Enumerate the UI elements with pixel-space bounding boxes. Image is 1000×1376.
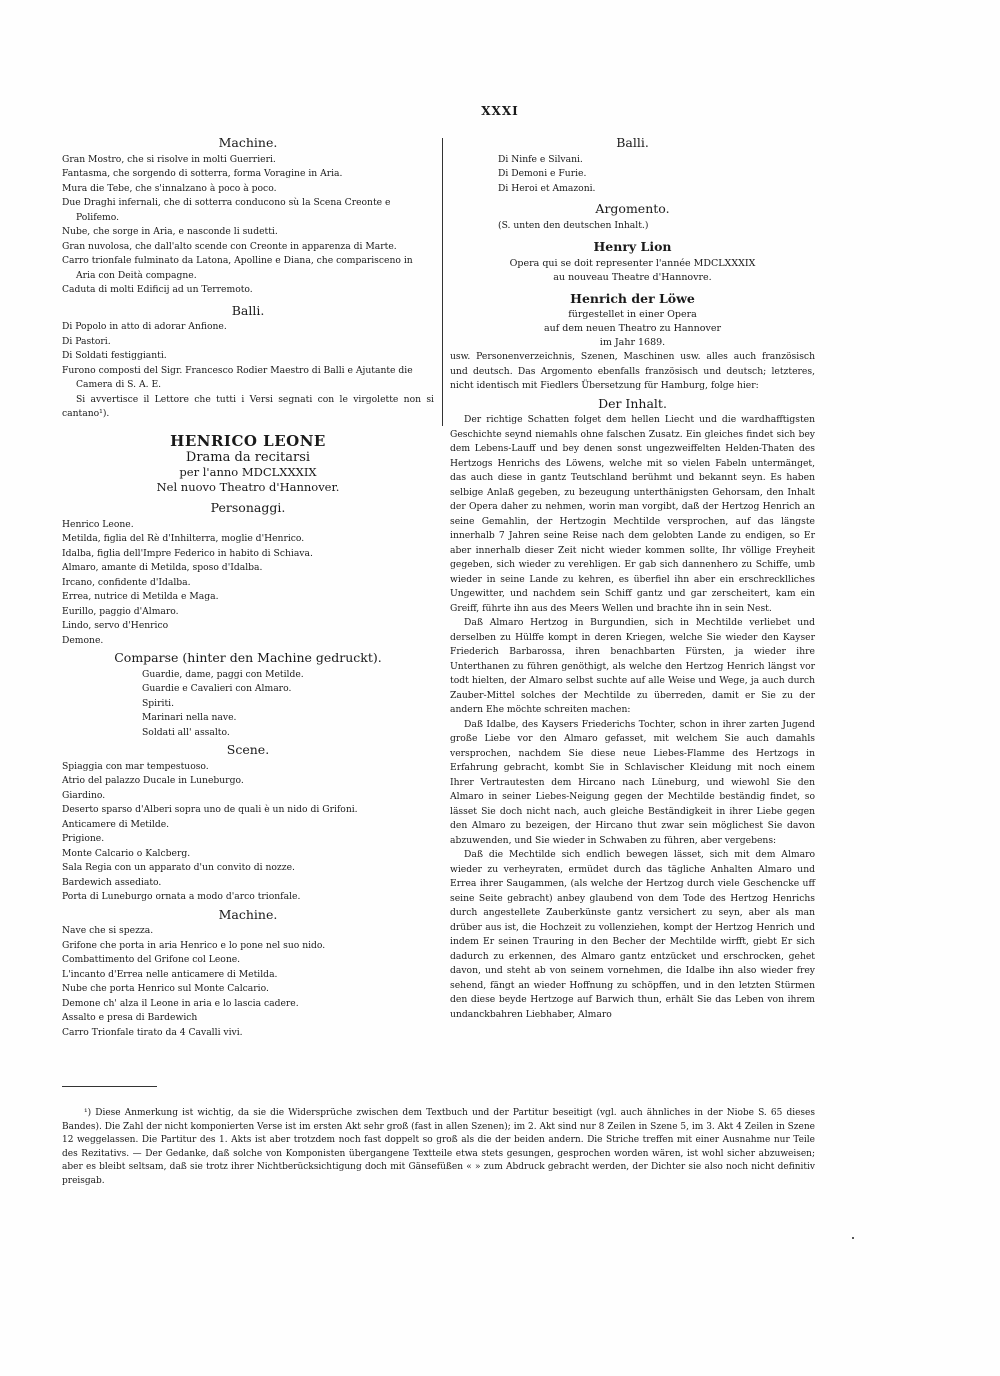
list-item: L'incanto d'Errea nelle anticamere di Metilda. (62, 968, 278, 980)
list-item: Assalto e presa di Bardewich (62, 1012, 198, 1023)
list-item: Ircano, confidente d'Idalba. (62, 576, 191, 588)
list-item: Guardie, dame, paggi con Metilde. (142, 668, 304, 680)
list-item: Mura die Tebe, che s'innalzano à poco à poco. (62, 182, 277, 194)
argomento-heading: Argomento. (595, 201, 670, 216)
machine-heading: Machine. (218, 135, 278, 150)
list-item: Eurillo, paggio d'Almaro. (62, 605, 179, 617)
list-item: Nube che porta Henrico sul Monte Calcario. (62, 983, 269, 994)
list-item: Anticamere di Metilde. (62, 818, 170, 830)
henry-line-2: au nouveau Theatre d'Hannovre. (553, 271, 712, 283)
list-item: Caduta di molti Edificij ad un Terremoto. (62, 284, 253, 295)
list-item: Giardino. (62, 789, 106, 801)
list-item: Carro trionfale fulminato da Latona, Apolline e Diana, che comparisceno in Aria con Deità compagne. (62, 255, 413, 281)
scan-mark (852, 1237, 854, 1239)
column-divider (442, 138, 443, 426)
page-number: XXXI (481, 104, 519, 118)
scene-heading: Scene. (226, 742, 270, 757)
list-item: Soldati all' assalto. (142, 726, 230, 738)
personaggi-list (62, 518, 434, 649)
list-item: Prigione. (62, 833, 105, 844)
list-item: Due Draghi infernali, che di sotterra conducono sù la Scena Creonte e Polifemo. (62, 197, 391, 223)
henry-lion-heading: Henry Lion (593, 239, 672, 254)
list-item: Combattimento del Grifone col Leone. (62, 954, 241, 965)
list-item: Carro Trionfale tirato da 4 Cavalli vivi. (62, 1026, 243, 1038)
list-item: Henrico Leone. (62, 518, 134, 530)
list-item: Di Ninfe e Silvani. (498, 153, 583, 165)
list-item: Sala Regia con un apparato d'un convito di nozze. (62, 862, 295, 873)
machine-list (62, 153, 434, 298)
machine2-list (62, 924, 434, 1040)
inhalt-paragraph: Daß Idalbe, des Kaysers Friederichs Tochter, schon in ihrer zarten Jugend große Liebe vor den Almaro gefasset, mit welchem Sie auch damahls versprochen, nachdem Sie diese neue Liebes-Flamme des Hertzogs in Erfahrung gebracht, kombt Sie in Schlavischer Kleidung mit noch einem Ihrer Vertrautesten dem Hircano nach Lüneburg, und wiewohl Sie den Almaro in seiner Liebes-Neigung gegen der Mechtilde beständig findet, so lässet Sie doch nicht nach, auch gleiche Beständigkeit in ihrer Liebe gegen den Almaro zu bezeigen, der Hircano thut zwar sein möglichest Sie davon abzuwenden, und Sie wieder in Schwaben zu führen, aber vergebens: (450, 718, 815, 846)
inhalt-paragraph: Daß die Mechtilde sich endlich bewegen lässet, sich mit dem Almaro wieder zu verheyraten, ermüdet durch das tägliche Anhalten Almaro und Errea ihrer Saugammen, (als welche der Hertzog durch viele Geschencke uff seine Seite gebracht) anbey glaubend von dem Tode des Hertzog Henrichs durch angestellete Zauberkünste gantz versichert zu seyn, aber als man drüber aus ist, die Hochzeit zu vollenziehen, kompt der Hertzog Henrich und indem Er seinen Trauring in den Becher der Mechtilde wirfft, giebt Er sich dadurch zu erkennen, des Almaro gantz entzücket und erschrocken, gehet davon, und steht ab von seinem vornehmen, die Idalbe ihn also wieder frey sehend, fängt an wieder Hoffnung zu schöpffen, und in den letzten Stürmen den diese beyde Hertzoge auf Barwich thun, erhält Sie das Leben von ihrem undanckbahren Liebhaber, Almaro (450, 849, 815, 1020)
list-item: Demone ch' alza il Leone in aria e lo lascia cadere. (62, 997, 299, 1009)
footnote-rule (62, 1086, 157, 1087)
left-column (62, 136, 434, 1040)
comparse-list (62, 668, 434, 741)
henry-line-1: Opera qui se doit representer l'année MDCLXXXIX (509, 257, 756, 269)
list-item: Grifone che porta in aria Henrico e lo pone nel suo nido. (62, 939, 326, 951)
list-item: Monte Calcario o Kalcberg. (62, 847, 191, 859)
personaggi-heading: Personaggi. (210, 500, 286, 515)
list-item: Guardie e Cavalieri con Almaro. (142, 683, 292, 694)
list-item: Nave che si spezza. (62, 925, 154, 936)
balli-heading: Balli. (231, 302, 265, 318)
inhalt-paragraph: Daß Almaro Hertzog in Burgundien, sich in Mechtilde verliebet und derselben zu Hülffe kompt in deren Kriegen, welche Sie wieder den Kayser Friederich Barbarossa, ihren benachbarten Fürsten, ja wieder ihre Unterthanen zu führen genöthigt, als welche den Hertzog Henrich längst vor todt hielten, der Almaro selbst suchte auf alle Weise und Wege, ja auch durch Zauber-Mittel solches der Mechtilde zu überreden, damit er Sie zu der andern Ehe möchte schreiten machen: (450, 617, 815, 715)
list-item: Marinari nella nave. (142, 712, 237, 723)
list-item: Deserto sparso d'Alberi sopra uno de quali è un nido di Grifoni. (62, 804, 358, 815)
scene-list (62, 760, 434, 905)
balli-list (450, 153, 815, 197)
reader-note: Si avvertisce il Lettore che tutti i Versi segnati con le virgolette non si cantano¹). (62, 393, 434, 419)
list-item: Spiriti. (142, 697, 174, 709)
footnote: ¹) Diese Anmerkung ist wichtig, da sie die Widersprüche zwischen dem Textbuch und der Partitur beseitigt (vgl. auch ähnliches in der Niobe S. 65 dieses Bandes). Die Zahl der nicht komponierten Verse ist im ersten Akt sehr groß (fast in allen Szenen); im 2. Akt sind nur 8 Zeilen in Szene 5, im 3. Akt 4 Zeilen in Szene 12 weggelassen. Die Partitur des 1. Akts ist aber trotzdem noch fast doppelt so groß als die der beiden andern. Die Striche treffen mit einer Ausnahme nur Teile des Rezitativs. — Der Gedanke, daß solche von Komponisten übergangene Textteile etwa stets gesungen, gesprochen worden wären, ist wohl sicher abzuweisen; aber es bleibt seltsam, daß sie trotz ihrer Nichtberücksichtigung doch mit Gänsefüßen « » zum Abdruck gebracht werden, der Dichter sie also noch nicht definitiv preisgab. (62, 1108, 815, 1186)
argomento-note: (S. unten den deutschen Inhalt.) (498, 219, 649, 231)
inhalt-heading: Der Inhalt. (598, 395, 667, 411)
list-item: Di Heroi et Amazoni. (498, 182, 596, 194)
list-item: Almaro, amante di Metilda, sposo d'Idalba. (62, 562, 263, 573)
drama-title: HENRICO LEONE (170, 431, 326, 450)
heinrich-heading: Henrich der Löwe (570, 290, 695, 306)
comparse-heading: Comparse (hinter den Machine gedruckt). (114, 650, 382, 665)
list-item: Di Pastori. (62, 335, 111, 347)
list-item: Lindo, servo d'Henrico (62, 620, 169, 631)
list-item: Metilda, figlia del Rè d'Inhilterra, moglie d'Henrico. (62, 533, 305, 544)
inhalt-paragraph: Der richtige Schatten folget dem hellen Liecht und die wardhafftigsten Geschichte seynd niemahls ohne falschen Zusatz. Ein gleiches findet sich bey dem Lebens-Lauff und bey denen sonst ungezweiffelten Helden-Thaten des Hertzogs Henrichs des Löwens, welche mit so vielen Fabeln untermänget, das auch diese in gantz Teutschland berühmt und bekannt seyn. Es haben selbige Anlaß gegeben, zu bezeugung unterthänigsten Gehorsam, den Inhalt der Opera daher zu nehmen, worin man vorgibt, daß der Hertzog Henrich an seine Gemahlin, der Hertzogin Mechtilde versprochen, auf das längste innerhalb 7 Jahren seine Reise nach dem gelobten Lande zu endigen, so Er aber innerhalb dieser Zeit nicht wieder kommen sollte, Ihr völlige Freyheit gegeben, sich wieder zu verehligen. Er gab sich dannenhero zu Schiffe, umb wieder in seine Lande zu kehren, es überfiel ihn aber ein erschrecklliches Ungewitter, und nachdem sein Schiff gantz und gar zerscheitert, kam ein Greiff, führte ihn aus des Meers Wellen und brachte ihn in sein Nest. (450, 414, 815, 614)
editor-note: usw. Personenverzeichnis, Szenen, Maschinen usw. alles auch französisch und deutsch. Das Argomento ebenfalls französisch und deutsch; letzteres, nicht identisch mit Fiedlers Übersetzung für Hamburg, folge hier: (450, 351, 815, 391)
list-item: Di Demoni e Furie. (498, 168, 587, 179)
drama-theatre: Nel nuovo Theatro d'Hannover. (156, 480, 340, 494)
list-item: Nube, che sorge in Aria, e nasconde li sudetti. (62, 226, 278, 237)
list-item: Fantasma, che sorgendo di sotterra, forma Voragine in Aria. (62, 168, 343, 179)
drama-year: per l'anno MDCLXXXIX (179, 465, 317, 479)
list-item: Gran nuvolosa, che dall'alto scende con Creonte in apparenza di Marte. (62, 240, 397, 252)
list-item: Di Popolo in atto di adorar Anfione. (62, 321, 227, 332)
list-item: Di Soldati festiggianti. (62, 350, 167, 361)
right-column (450, 136, 815, 1022)
heinrich-line-3: im Jahr 1689. (599, 337, 666, 348)
list-item: Bardewich assediato. (62, 876, 162, 888)
list-item: Gran Mostro, che si risolve in molti Guerrieri. (62, 153, 276, 165)
list-item: Idalba, figlia dell'Impre Federico in habito di Schiava. (62, 547, 313, 559)
list-item: Porta di Luneburgo ornata a modo d'arco trionfale. (62, 891, 301, 902)
drama-subtitle: Drama da recitarsi (185, 450, 311, 465)
heinrich-line-2: auf dem neuen Theatro zu Hannover (543, 323, 722, 334)
balli-note: Furono composti del Sigr. Francesco Rodier Maestro di Balli e Ajutante die Camera di S. A. E. (62, 364, 413, 390)
machine2-heading: Machine. (218, 906, 278, 922)
list-item: Demone. (62, 634, 104, 646)
list-item: Spiaggia con mar tempestuoso. (62, 760, 209, 772)
list-item: Errea, nutrice di Metilda e Maga. (62, 591, 219, 602)
list-item: Atrio del palazzo Ducale in Luneburgo. (62, 775, 244, 786)
heinrich-line-1: fürgestellet in einer Opera (568, 309, 697, 320)
balli-heading: Balli. (616, 135, 649, 150)
